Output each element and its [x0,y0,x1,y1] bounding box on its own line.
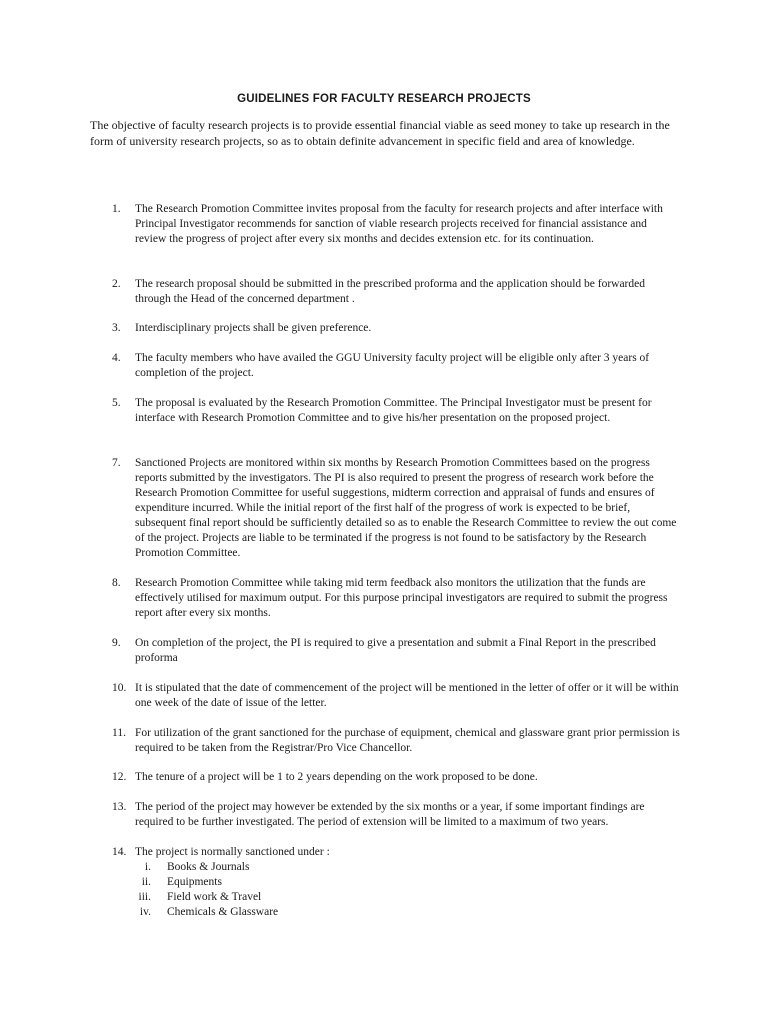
sub-list-item-number: iii. [138,891,151,903]
list-item-text: Sanctioned Projects are monitored within six months by Research Promotion Committees based on the progress reports submitted by the investigators. The PI is also required to present the progress of research work before the Research Promotion Committee for useful suggestions, midterm correction and appraisal of funds and ensures of expenditure incurred. While the initial report of the first half of the progress of work is expected to be brief, subsequent final report should be sufficiently detailed so as to enable the Research Committee to review the out come of the project. Projects are liable to be terminated if the progress is not found to be satisfactory by the Research Promotion Committee. [135,457,677,559]
list-item-text: The proposal is evaluated by the Research Promotion Committee. The Principal Investigator must be present for interface with Research Promotion Committee and to give his/her presentation on the proposed project. [135,397,652,424]
list-item-text: The project is normally sanctioned under : [135,846,330,858]
list-item-number: 10. [112,682,127,694]
list-item-number: 3. [112,322,121,334]
list-item-text: The tenure of a project will be 1 to 2 years depending on the work proposed to be done. [135,771,538,783]
list-item-number: 13. [112,801,127,813]
sub-list-item-text: Field work & Travel [167,891,262,903]
intro-paragraph: The objective of faculty research projects is to provide essential financial viable as seed money to take up research in the form of university research projects, so as to obtain definite advancement in specific field and area of knowledge. [90,118,670,148]
list-item-number: 11. [112,727,126,739]
list-item-number: 1. [112,203,121,215]
list-item-number: 12. [112,771,127,783]
sub-list-item-number: ii. [141,876,151,888]
list-item-text: The faculty members who have availed the GGU University faculty project will be eligible only after 3 years of completion of the project. [135,352,650,379]
list-item-text: The Research Promotion Committee invites proposal from the faculty for research projects and after interface with Principal Investigator recommends for sanction of viable research projects received for financial assistance and review the progress of project after every six months and decides extension etc. for its continuation. [135,203,663,245]
list-item-text: Interdisciplinary projects shall be given preference. [135,322,372,334]
list-item-number: 2. [112,278,121,290]
list-item-number: 8. [112,577,121,589]
list-item-number: 14. [112,846,127,858]
list-item-number: 9. [112,637,121,649]
list-item-number: 5. [112,397,121,409]
list-item-number: 4. [112,352,121,364]
document-title: GUIDELINES FOR FACULTY RESEARCH PROJECTS [237,93,531,105]
list-item-text: For utilization of the grant sanctioned for the purchase of equipment, chemical and glassware grant prior permission is required to be taken from the Registrar/Pro Vice Chancellor. [135,727,680,754]
list-item-text: It is stipulated that the date of commencement of the project will be mentioned in the letter of offer or it will be within one week of the date of issue of the letter. [135,682,679,709]
list-item-text: The period of the project may however be extended by the six months or a year, if some important findings are required to be further investigated. The period of extension will be limited to a maximum of two years. [135,801,645,828]
list-item-text: On completion of the project, the PI is required to give a presentation and submit a Final Report in the prescribed proforma [135,637,656,664]
sub-list-item-text: Equipments [167,876,222,888]
sub-list-item-text: Books & Journals [167,861,250,873]
list-item-number: 7. [112,457,121,469]
list-item-text: The research proposal should be submitted in the prescribed proforma and the application should be forwarded through the Head of the concerned department . [135,278,645,305]
sub-list-item-number: iv. [139,906,151,918]
sub-list-item-number: i. [144,861,151,873]
sub-list-item-text: Chemicals & Glassware [167,906,279,918]
list-item-text: Research Promotion Committee while taking mid term feedback also monitors the utilization that the funds are effectively utilised for maximum output. For this purpose principal investigators are required to submit the progress report after every six months. [135,577,668,619]
